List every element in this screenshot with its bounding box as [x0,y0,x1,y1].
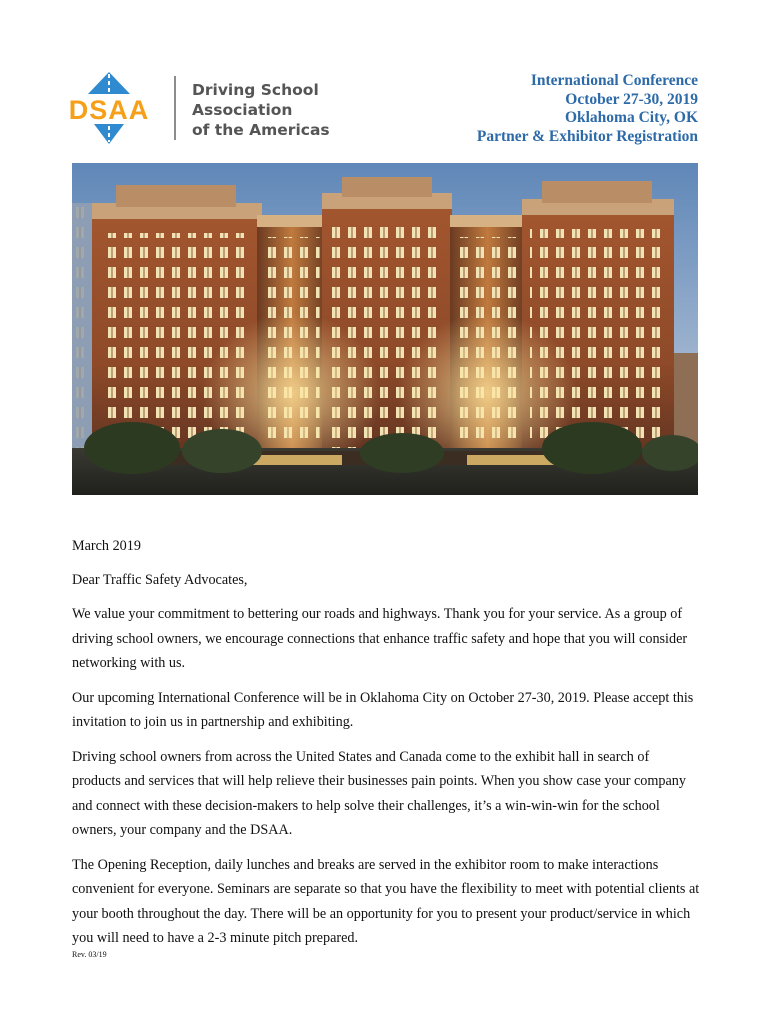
letter-salutation: Dear Traffic Safety Advocates, [72,571,248,588]
hotel-photo [72,163,698,495]
organization-name-line: Driving School [192,81,319,99]
conference-title: International Conference [530,72,698,89]
conference-dates: October 27-30, 2019 [565,90,698,108]
letter-paragraph: The Opening Reception, daily lunches and breaks are served in the exhibitor room to make interactions convenient for everyone. Seminars are separate so that you have the flexibility to meet with potential clients at your booth throughout the day. There will be an opportunity for you to present your product/service in which you will need to have a 2-3 minute pitch prepared. [72,856,700,946]
logo-divider [174,76,176,140]
organization-name-line: of the Americas [192,121,330,139]
letter-paragraph: We value your commitment to bettering our roads and highways. Thank you for your service. As a group of driving school owners, we encourage connections that enhance traffic safety and hope that you will consider networking with us. [72,606,688,671]
dsaa-logo [64,72,334,144]
letter-paragraph: Driving school owners from across the United States and Canada come to the exhibit hall in search of products and services that will help relieve their businesses pain points. When you show case your company and connect with these decision-makers to help solve their challenges, it’s a win-win-win for the school owners, your company and the DSAA. [72,748,686,838]
revision-note: Rev. 03/19 [72,950,107,959]
letter-date: March 2019 [72,538,141,554]
conference-header [477,72,698,146]
letter-body [72,534,700,961]
organization-name-line: Association [192,101,293,119]
letter-paragraph: Our upcoming International Conference will be in Oklahoma City on October 27-30, 2019. Please accept this invitation to join us in partnership and exhibiting. [72,689,694,730]
registration-title: Partner & Exhibitor Registration [476,127,698,145]
hotel-building-image [72,163,698,495]
organization-name [192,80,330,140]
dsaa-logo-mark [64,72,154,144]
conference-location: Oklahoma City, OK [564,109,698,126]
logo-abbreviation: DSAA [68,95,150,125]
